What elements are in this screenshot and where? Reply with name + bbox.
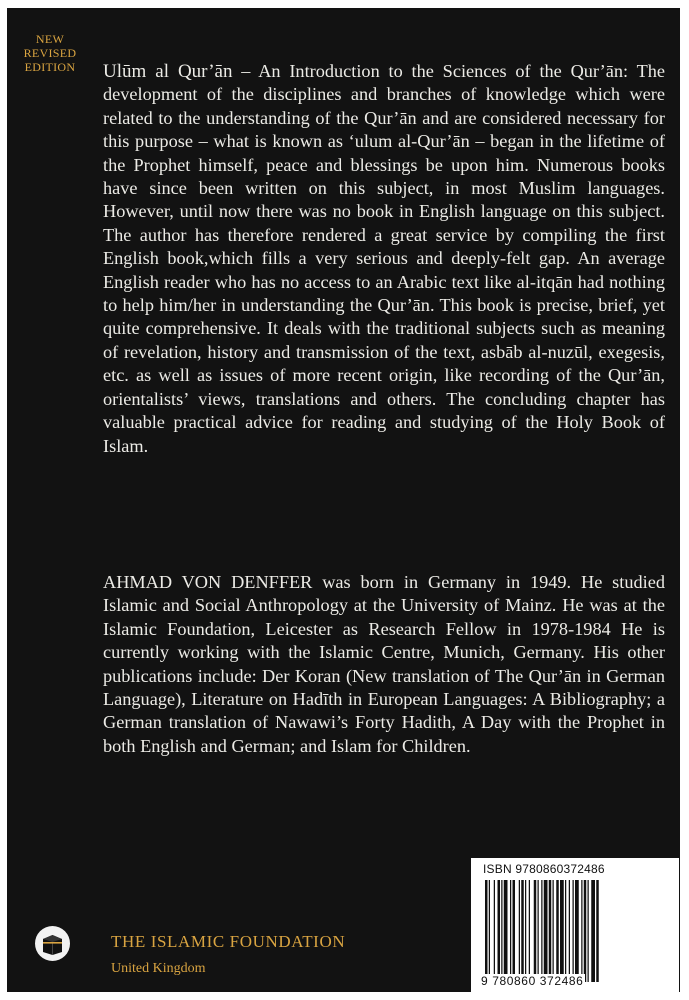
book-back-cover <box>7 8 680 992</box>
publisher-location: United Kingdom <box>111 961 206 976</box>
author-name: AHMAD VON DENFFER <box>103 572 313 592</box>
author-bio <box>103 571 665 758</box>
isbn-label: ISBN 9780860372486 <box>483 862 605 876</box>
book-description <box>103 60 665 458</box>
edition-line-edition: EDITION <box>24 60 76 74</box>
publisher-name: THE ISLAMIC FOUNDATION <box>111 932 346 951</box>
book-description-text: – An Introduction to the Sciences of the Qur’ān: The development of the disciplines and branches of knowledge which were related to the understanding of the Qur’ān and are considered necessary for this purpose – what is known as ‘ulum al-Qur’ān – began in the lifetime of the Prophet himself, peace and blessings be upon him. Numerous books have since been written on this subject, in most Muslim languages. However, until now there was no book in English language on this subject. The author has therefore rendered a great service by compiling the first English book,which fills a very serious and deeply-felt gap. An average English reader who has no access to an Arabic text like al-itqān had nothing to help him/her in understanding the Qur’ān. This book is precise, brief, yet quite comprehensive. It deals with the traditional subjects such as meaning of revelation, history and transmission of the text, asbāb al-nuzūl, exegesis, etc. as well as issues of more recent origin, like recording of the Qur’ān, orientalists’ views, translations and others. The concluding chapter has valuable practical advice for reading and studying of the Holy Book of Islam. <box>103 61 665 456</box>
isbn-barcode-box <box>471 858 679 992</box>
barcode-icon <box>485 880 671 982</box>
edition-line-revised: REVISED <box>23 46 77 60</box>
barcode-digits: 9 780860 372486 <box>481 974 584 988</box>
kaaba-logo-icon <box>34 925 71 962</box>
edition-line-new: NEW <box>35 32 65 46</box>
edition-label <box>9 32 91 74</box>
author-bio-text: was born in Germany in 1949. He studied Islamic and Social Anthropology at the University of Mainz. He was at the Islamic Foundation, Leicester as Research Fellow in 1978-1984 He is currently working with the Islamic Centre, Munich, Germany. His other publications include: Der Koran (New translation of The Qur’ān in German Language), Literature on Hadīth in European Languages: A Bibliography; a German translation of Nawawi’s Forty Hadith, A Day with the Prophet in both English and German; and Islam for Children. <box>103 572 665 756</box>
book-title: Ulūm al Qur’ān <box>103 61 233 82</box>
